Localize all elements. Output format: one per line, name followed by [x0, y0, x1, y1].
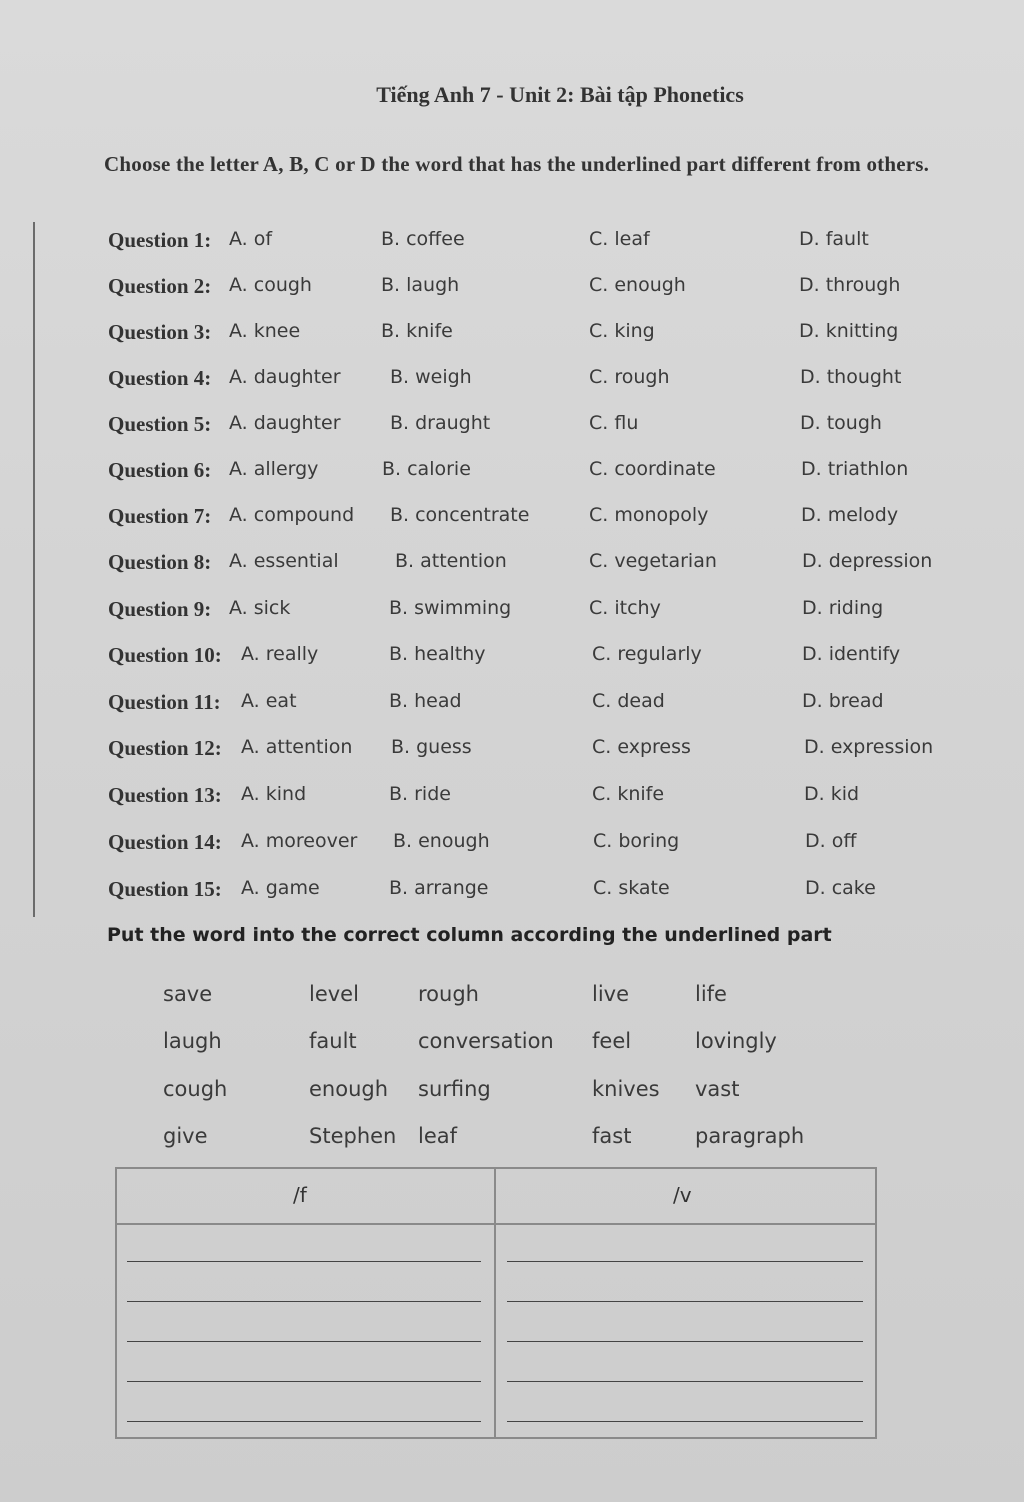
option-d: D. cake — [805, 877, 876, 899]
option-a: A. of — [229, 228, 273, 250]
word-bank-item: leaf — [418, 1124, 458, 1148]
question-label: Question 13: — [108, 783, 222, 807]
option-c: C. monopoly — [589, 504, 709, 526]
question-row — [0, 458, 1024, 488]
question-row — [0, 643, 1024, 673]
column-header-f: /f — [293, 1183, 307, 1207]
option-b: B. calorie — [382, 458, 471, 480]
table-header-line — [117, 1223, 875, 1225]
word-bank-item: level — [309, 982, 359, 1006]
table-divider — [494, 1169, 496, 1437]
option-d: D. knitting — [799, 320, 899, 342]
answer-blank-line — [127, 1261, 481, 1262]
option-d: D. melody — [801, 504, 899, 526]
option-b: B. guess — [391, 736, 472, 758]
answer-blank-line — [127, 1381, 481, 1382]
word-bank-item: save — [163, 982, 213, 1006]
option-d: D. expression — [804, 736, 934, 758]
option-a: A. really — [241, 643, 319, 665]
word-bank-item: give — [163, 1124, 208, 1148]
answer-blank-line — [507, 1421, 863, 1422]
word-bank-item: lovingly — [695, 1029, 777, 1053]
question-label: Question 4: — [108, 366, 212, 390]
word-bank-item: vast — [695, 1077, 740, 1101]
option-c: C. dead — [592, 690, 665, 712]
option-b: B. head — [389, 690, 462, 712]
question-label: Question 2: — [108, 274, 212, 298]
option-d: D. triathlon — [801, 458, 909, 480]
question-label: Question 8: — [108, 550, 212, 574]
word-bank-item: laugh — [163, 1029, 222, 1053]
word-bank-item: cough — [163, 1077, 228, 1101]
option-c: C. skate — [593, 877, 670, 899]
word-bank-item: knives — [592, 1077, 660, 1101]
question-row — [0, 366, 1024, 396]
instruction-text: Choose the letter A, B, C or D the word that has the underlined part different from others. — [104, 152, 930, 176]
option-a: A. game — [241, 877, 320, 899]
question-label: Question 6: — [108, 458, 212, 482]
question-row — [0, 412, 1024, 442]
word-bank-item: paragraph — [695, 1124, 805, 1148]
option-d: D. through — [799, 274, 901, 296]
worksheet-title: Tiếng Anh 7 - Unit 2: Bài tập Phonetics — [376, 82, 744, 107]
option-b: B. arrange — [389, 877, 489, 899]
option-c: C. enough — [589, 274, 686, 296]
question-label: Question 3: — [108, 320, 212, 344]
question-row — [0, 690, 1024, 720]
question-row — [0, 830, 1024, 860]
question-row — [0, 597, 1024, 627]
question-row — [0, 320, 1024, 350]
option-a: A. sick — [229, 597, 291, 619]
question-label: Question 15: — [108, 877, 222, 901]
option-a: A. daughter — [229, 412, 341, 434]
option-b: B. ride — [389, 783, 451, 805]
question-row — [0, 736, 1024, 766]
question-row — [0, 274, 1024, 304]
answer-blank-line — [127, 1341, 481, 1342]
option-d: D. riding — [802, 597, 884, 619]
option-c: C. coordinate — [589, 458, 716, 480]
option-b: B. coffee — [381, 228, 465, 250]
question-label: Question 7: — [108, 504, 212, 528]
question-label: Question 1: — [108, 228, 212, 252]
answer-blank-line — [507, 1341, 863, 1342]
question-label: Question 9: — [108, 597, 212, 621]
answer-blank-line — [507, 1301, 863, 1302]
option-c: C. vegetarian — [589, 550, 717, 572]
word-bank-item: Stephen — [309, 1124, 397, 1148]
option-b: B. enough — [393, 830, 490, 852]
option-b: B. laugh — [381, 274, 460, 296]
word-bank-item: fast — [592, 1124, 632, 1148]
option-c: C. itchy — [589, 597, 661, 619]
question-row — [0, 504, 1024, 534]
option-a: A. attention — [241, 736, 353, 758]
option-d: D. identify — [802, 643, 901, 665]
option-c: C. king — [589, 320, 655, 342]
option-a: A. daughter — [229, 366, 341, 388]
option-a: A. moreover — [241, 830, 358, 852]
word-bank-item: fault — [309, 1029, 357, 1053]
question-row — [0, 877, 1024, 907]
question-label: Question 5: — [108, 412, 212, 436]
option-c: C. regularly — [592, 643, 702, 665]
option-b: B. knife — [381, 320, 453, 342]
option-d: D. kid — [804, 783, 860, 805]
option-c: C. rough — [589, 366, 670, 388]
option-c: C. express — [592, 736, 691, 758]
question-row — [0, 550, 1024, 580]
option-b: B. healthy — [389, 643, 486, 665]
word-bank-item: feel — [592, 1029, 632, 1053]
word-bank-item: conversation — [418, 1029, 554, 1053]
word-bank-item: enough — [309, 1077, 389, 1101]
option-d: D. thought — [800, 366, 902, 388]
option-b: B. concentrate — [390, 504, 530, 526]
question-label: Question 10: — [108, 643, 222, 667]
option-c: C. leaf — [589, 228, 650, 250]
option-a: A. eat — [241, 690, 297, 712]
option-a: A. knee — [229, 320, 301, 342]
option-d: D. off — [805, 830, 857, 852]
option-d: D. tough — [800, 412, 882, 434]
answer-blank-line — [507, 1381, 863, 1382]
option-c: C. flu — [589, 412, 639, 434]
answer-blank-line — [127, 1421, 481, 1422]
option-d: D. bread — [802, 690, 884, 712]
option-b: B. attention — [395, 550, 507, 572]
question-label: Question 14: — [108, 830, 222, 854]
option-b: B. draught — [390, 412, 491, 434]
question-label: Question 11: — [108, 690, 221, 714]
word-bank-item: live — [592, 982, 630, 1006]
word-bank-item: life — [695, 982, 727, 1006]
section2-heading: Put the word into the correct column according the underlined part — [107, 924, 832, 946]
option-a: A. kind — [241, 783, 307, 805]
option-c: C. knife — [592, 783, 665, 805]
answer-blank-line — [507, 1261, 863, 1262]
answer-blank-line — [127, 1301, 481, 1302]
option-b: B. weigh — [390, 366, 472, 388]
option-a: A. allergy — [229, 458, 319, 480]
option-a: A. essential — [229, 550, 339, 572]
option-a: A. cough — [229, 274, 312, 296]
word-bank-item: rough — [418, 982, 479, 1006]
word-bank-item: surfing — [418, 1077, 491, 1101]
question-row — [0, 228, 1024, 258]
option-d: D. fault — [799, 228, 869, 250]
answer-table — [115, 1167, 877, 1439]
column-header-v: /v — [673, 1183, 692, 1207]
question-row — [0, 783, 1024, 813]
option-d: D. depression — [802, 550, 933, 572]
option-b: B. swimming — [389, 597, 512, 619]
option-a: A. compound — [229, 504, 355, 526]
question-label: Question 12: — [108, 736, 222, 760]
option-c: C. boring — [593, 830, 680, 852]
